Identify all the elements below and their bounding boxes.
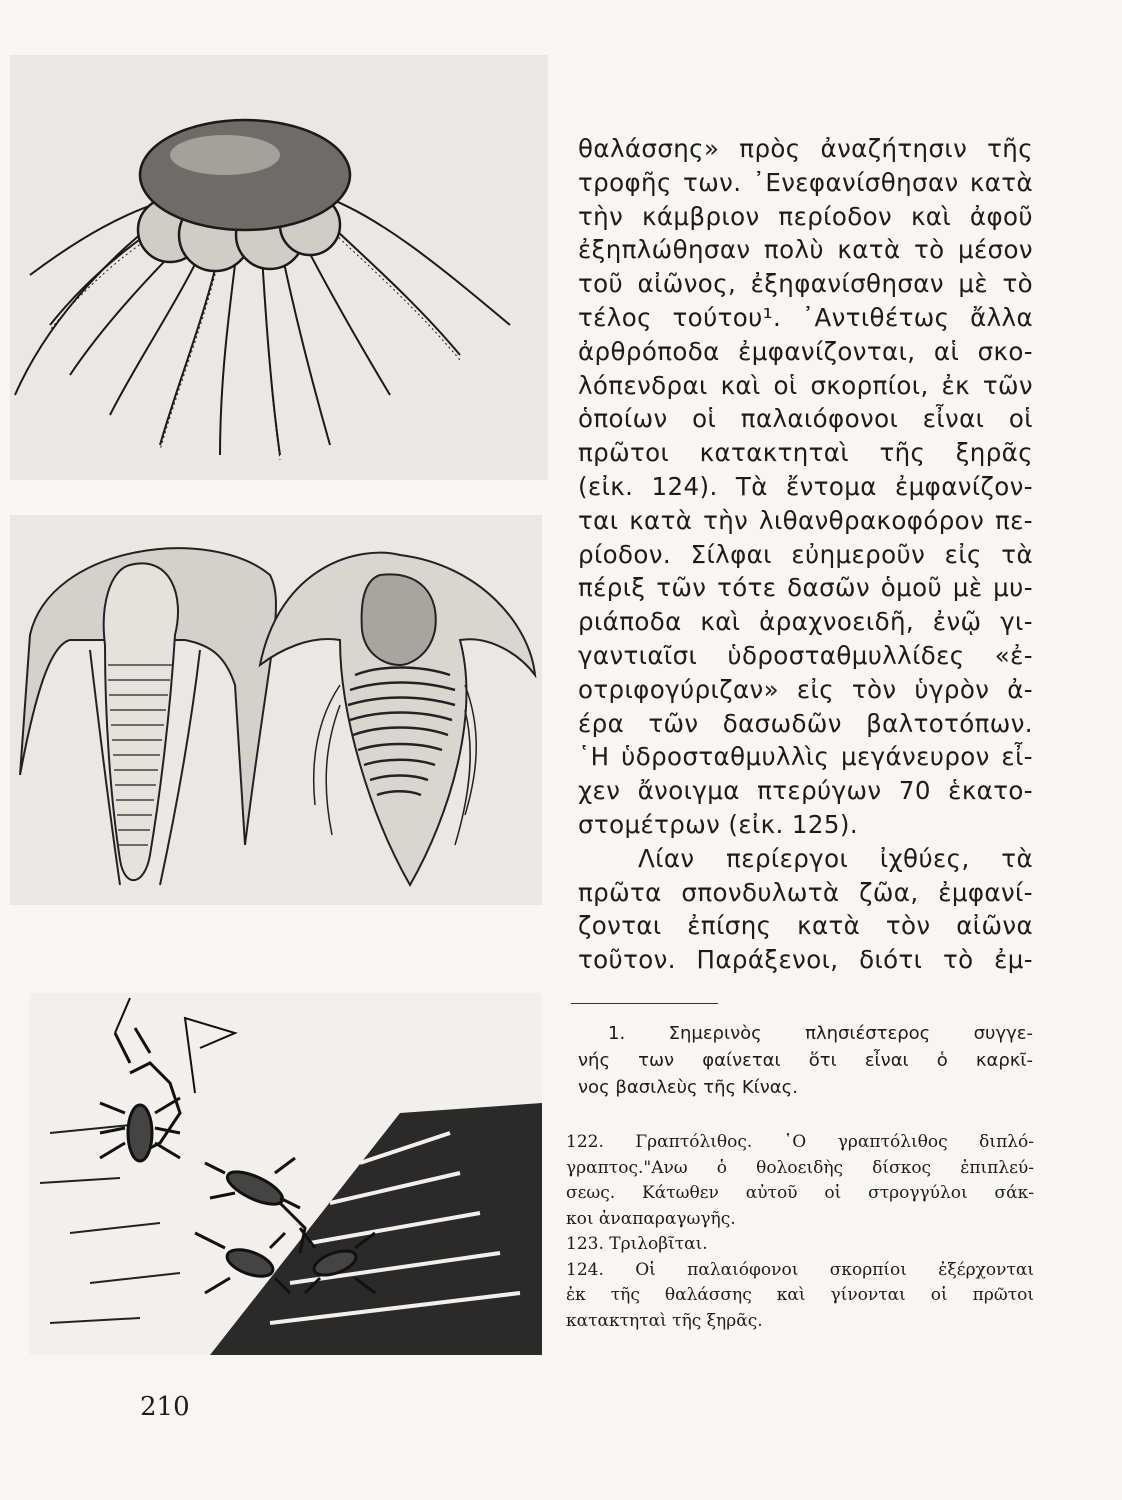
body-line: λόπενδραι καὶ οἱ σκορπίοι, ἐκ τῶν [578, 370, 1033, 400]
figure-graptolite [10, 55, 548, 480]
body-line: τοῦτον. Παράξενοι, διότι τὸ ἐμ- [578, 945, 1033, 975]
body-line: στομέτρων (εἰκ. 125). [578, 809, 859, 839]
body-text [578, 132, 1033, 977]
trilobite-right [260, 553, 535, 885]
caption-122-line: κοι ἀναπαραγωγῆς. [566, 1208, 736, 1229]
body-line: χεν ἄνοιγμα πτερύγων 70 ἑκατο- [578, 776, 1033, 806]
figure-trilobites [10, 515, 542, 905]
footnote-line: νής των φαίνεται ὅτι εἶναι ὁ καρκῖ- [578, 1050, 1033, 1071]
footnote-line: 1. Σημερινὸς πλησιέστερος συγγε- [608, 1023, 1033, 1044]
page-number: 210 [140, 1392, 190, 1422]
trilobite-left [20, 548, 276, 885]
footnote [578, 1020, 1033, 1101]
caption-124-line: 124. Οἱ παλαιόφονοι σκορπίοι ἐξέρχονται [566, 1259, 1034, 1280]
body-line: (εἰκ. 124). Τὰ ἔντομα ἐμφανίζον- [578, 471, 1033, 501]
trilobites-illustration [10, 515, 542, 905]
body-line: πρῶτοι κατακτηταὶ τῆς ξηρᾶς [578, 438, 1033, 468]
body-line: τὴν κάμβριον περίοδον καὶ ἀφοῦ [578, 201, 1033, 231]
body-line: θαλάσσης» πρὸς ἀναζήτησιν τῆς [578, 134, 1033, 163]
body-line: γαντιαῖσι ὑδροσταθμυλλίδες «ἐ- [578, 640, 1033, 670]
scorpions-illustration [30, 993, 542, 1355]
body-line: πρῶτα σπονδυλωτὰ ζῶα, ἐμφανί- [578, 877, 1033, 907]
body-line: οτριφογύριζαν» εἰς τὸν ὑγρὸν ἀ- [578, 674, 1033, 704]
caption-122-line: 122. Γραπτόλιθος. ῾Ο γραπτόλιθος διπλό- [566, 1132, 1034, 1152]
graptolite-illustration [10, 55, 548, 480]
body-line: ἐξηπλώθησαν πολὺ κατὰ τὸ μέσον [578, 235, 1033, 265]
body-line: Λίαν περίεργοι ἰχθύες, τὰ [638, 843, 1033, 873]
caption-122-line: σεως. Κάτωθεν αὐτοῦ οἱ στρογγύλοι σάκ- [566, 1183, 1034, 1203]
body-line: πέριξ τῶν τότε δασῶν ὁμοῦ μὲ μυ- [578, 573, 1033, 603]
body-line: τοῦ αἰῶνος, ἐξηφανίσθησαν μὲ τὸ [578, 269, 1033, 299]
body-line: έρα τῶν δασωδῶν βαλτοτόπων. [578, 708, 1033, 738]
body-line: ὁποίων οἱ παλαιόφονοι εἶναι οἱ [578, 404, 1033, 434]
body-line: τέλος τούτου¹. ᾿Αντιθέτως ἄλλα [578, 302, 1033, 332]
figure-captions [566, 1130, 1034, 1334]
body-line: ριάποδα καὶ ἀραχνοειδῆ, ἐνῷ γι- [578, 607, 1033, 637]
caption-122-line: γραπτος."Ανω ὁ θολοειδὴς δίσκος ἐπιπλεύ- [566, 1157, 1034, 1178]
caption-124-line: κατακτηταὶ τῆς ξηρᾶς. [566, 1310, 763, 1331]
body-line: τροφῆς των. ᾿Ενεφανίσθησαν κατὰ [578, 167, 1033, 197]
caption-124-line: ἐκ τῆς θαλάσσης καὶ γίνονται οἱ πρῶτοι [566, 1285, 1034, 1305]
caption-123: 123. Τριλοβῖται. [566, 1234, 708, 1254]
body-line: ζονται ἐπίσης κατὰ τὸν αἰῶνα [578, 911, 1033, 941]
body-line: ἀρθρόποδα ἐμφανίζονται, αἱ σκο- [578, 336, 1033, 366]
body-line: ρίοδον. Σίλφαι εὐημεροῦν εἰς τὰ [578, 539, 1033, 569]
body-line: ῾Η ὑδροσταθμυλλὶς μεγάνευρον εἶ- [578, 742, 1033, 772]
footnote-line: νος βασιλεὺς τῆς Κίνας. [578, 1077, 798, 1098]
figure-scorpions [30, 993, 542, 1355]
footnote-rule [571, 1003, 718, 1004]
body-line: ται κατὰ τὴν λιθανθρακοφόρον πε- [578, 505, 1033, 535]
